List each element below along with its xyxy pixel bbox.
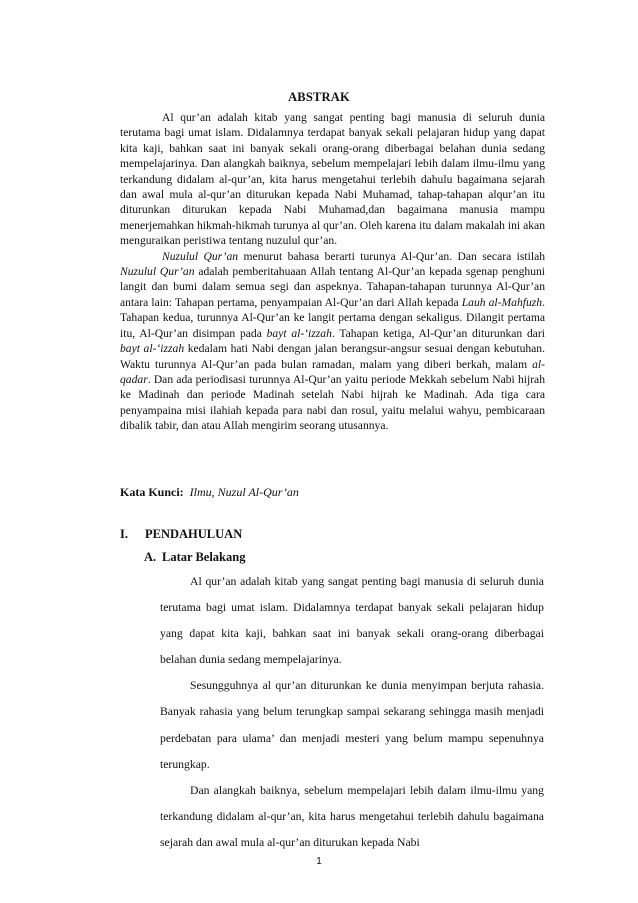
body-paragraph-2: Sesungguhnya al qur’an diturunkan ke dunia menyimpan berjuta rahasia. Banyak rahasia yang belum terungkap sampai sekarang sehingga masih menjadi perdebatan para ulama’ dan menjadi mesteri yang belum mampu sepenuhnya terungkap. bbox=[160, 679, 544, 771]
section-heading bbox=[120, 527, 242, 542]
body-text bbox=[160, 569, 544, 856]
italic-term: Nuzulul Qur’an bbox=[162, 249, 239, 263]
text-run: adalah pemberitahuaan Allah tentang Al-Qur’an kepada sgenap penghuni langit dan bumi dalam semua segi dan aspeknya. Tahapan-tahapan turunnya Al-Qur’an antara lain: Tahapan pertama, penyampaian Al-Qur’an dari Allah kepada bbox=[120, 265, 546, 309]
italic-term: Nuzulul Qur’an bbox=[120, 265, 195, 279]
italic-term: bayt al-‘izzah bbox=[266, 326, 332, 340]
abstract-title: ABSTRAK bbox=[288, 90, 350, 104]
text-run: kedalam hati Nabi dengan jalan berangsur-angsur sesuai dengan kebutuhan. Waktu turunnya Al-Qur’an pada bulan ramadan, malam yang diberi berkah, malam bbox=[120, 342, 545, 371]
subsection-title: Latar Belakang bbox=[162, 550, 246, 564]
section-number: I. bbox=[120, 527, 128, 541]
page-number: 1 bbox=[316, 856, 322, 867]
abstract-paragraph-2 bbox=[120, 249, 545, 434]
keywords-label: Kata Kunci: bbox=[120, 485, 184, 499]
italic-term: Lauh al-Mahfuzh bbox=[461, 295, 543, 309]
subsection-heading bbox=[144, 550, 245, 565]
keywords-value: Ilmu, Nuzul Al-Qur’an bbox=[189, 485, 299, 499]
italic-term: al-qadar bbox=[120, 357, 545, 386]
text-run: . Tahapan kedua, turunnya Al-Qur’an ke langit pertama dengan sekaligus. Dilangit pertama itu, Al-Qur’an disimpan pada bbox=[120, 295, 545, 340]
abstract-body bbox=[120, 110, 545, 434]
keywords bbox=[120, 485, 545, 500]
body-paragraph-3: Dan alangkah baiknya, sebelum mempelajari lebih dalam ilmu-ilmu yang terkandung didalam al-qur’an, kita harus mengetahui terlebih dahulu bagaimana sejarah dan awal mula al-qur’an diturukan kepada Nabi bbox=[160, 783, 544, 849]
subsection-number: A. bbox=[144, 550, 157, 564]
section-title: PENDAHULUAN bbox=[145, 527, 243, 541]
italic-term: bayt al-‘izzah bbox=[120, 342, 185, 356]
text-run: menurut bahasa berarti turunya Al-Qur’an. Dan secara istilah bbox=[238, 249, 546, 263]
body-paragraph-1: Al qur’an adalah kitab yang sangat penting bagi manusia di seluruh dunia terutama bagi umat islam. Didalamnya terdapat banyak sekali pelajaran hidup yang dapat kita kaji, bahkan saat ini banyak sekali orang-orang diberbagai belahan dunia sedang mempelajarinya. bbox=[160, 575, 544, 667]
abstract-paragraph-1: Al qur’an adalah kitab yang sangat penting bagi manusia di seluruh dunia terutama bagi umat islam. Didalamnya terdapat banyak sekali pelajaran hidup yang dapat kita kaji, bahkan saat ini banyak sekali orang-orang diberbagai belahan dunia sedang mempelajarinya. Dan alangkah baiknya, sebelum mempelajari lebih dalam ilmu-ilmu yang terkandung didalam al-qur’an, kita harus mengetahui terlebih dahulu bagaimana sejarah dan awal mula al-qur’an diturukan kepada Nabi Muhamad, tahap-tahapan alqur’an itu diturunkan diturukan kepada Nabi Muhamad,dan bagaimana manusia mampu menerjemahkan hikmah-hikmah turunya al qur’an. Oleh karena itu dalam makalah ini akan menguraikan peristiwa tentang nuzulul qur’an. bbox=[120, 111, 545, 248]
text-run: . Tahapan ketiga, Al-Qur’an diturunkan dari bbox=[331, 326, 545, 340]
text-run: . Dan ada periodisasi turunnya Al-Qur’an yaitu periode Mekkah sebelum Nabi hijrah ke Madinah dan periode Madinah setelah Nabi hijrah ke Madinah. Ada tiga cara penyampaina misi ilahiah kepada para nabi dan rosul, yaitu melalui wahyu, pembicaraan dibalik tabir, dan atau Allah mengirim seorang utusannya. bbox=[120, 372, 545, 433]
